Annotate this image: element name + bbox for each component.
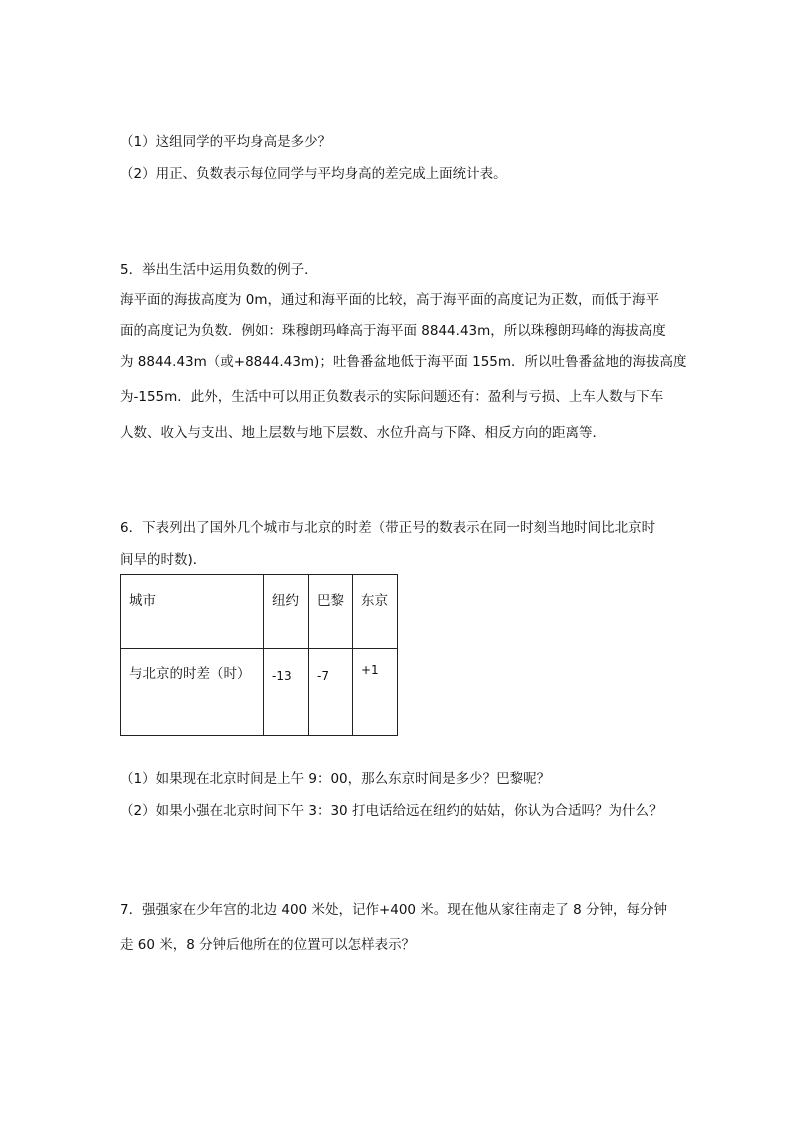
table-cell: -7 [309,649,353,736]
table-cell: +1 [353,649,398,736]
q4-sub-question-1: （1）这组同学的平均身高是多少？ [120,134,332,150]
q6-sub-question-2: （2）如果小强在北京时间下午 3：30 打电话给远在纽约的姑姑，你认为合适吗？为什么？ [120,803,663,819]
q6-sub-question-1: （1）如果现在北京时间是上午 9：00，那么东京时间是多少？巴黎呢？ [120,771,551,787]
q5-title: 5．举出生活中运用负数的例子． [120,262,318,278]
q5-body-line-4: 为-155m．此外，生活中可以用正负数表示的实际问题还有：盈利与亏损、上车人数与下车 [120,389,664,405]
q7-line-2: 走 60 米，8 分钟后他所在的位置可以怎样表示？ [120,937,416,953]
table-cell: -13 [264,649,309,736]
q6-title-line-1: 6．下表列出了国外几个城市与北京的时差（带正号的数表示在同一时刻当地时间比北京时 [120,520,656,536]
q5-body-line-3: 为 8844.43m（或+8844.43m)；吐鲁番盆地低于海平面 155m．所以吐鲁番盆地的海拔高度 [120,354,687,370]
table-header-cell: 城市 [121,575,264,649]
time-difference-table [120,574,398,736]
table-header-row [121,575,398,649]
q5-body-line-5: 人数、收入与支出、地上层数与地下层数、水位升高与下降、相反方向的距离等． [120,425,606,441]
q6-title-line-2: 间早的时数)． [120,552,207,568]
table-cell: 与北京的时差（时） [121,649,264,736]
table-header-cell: 纽约 [264,575,309,649]
q5-body-line-2: 面的高度记为负数．例如：珠穆朗玛峰高于海平面 8844.43m，所以珠穆朗玛峰的海拔高度 [120,323,666,339]
table-header-cell: 东京 [353,575,398,649]
q7-line-1: 7．强强家在少年宫的北边 400 米处，记作+400 米。现在他从家往南走了 8 分钟，每分钟 [120,902,667,918]
table-row [121,649,398,736]
table-header-cell: 巴黎 [309,575,353,649]
q5-body-line-1: 海平面的海拔高度为 0m，通过和海平面的比较，高于海平面的高度记为正数，而低于海平 [120,292,660,308]
q4-sub-question-2: （2）用正、负数表示每位同学与平均身高的差完成上面统计表。 [120,166,507,182]
